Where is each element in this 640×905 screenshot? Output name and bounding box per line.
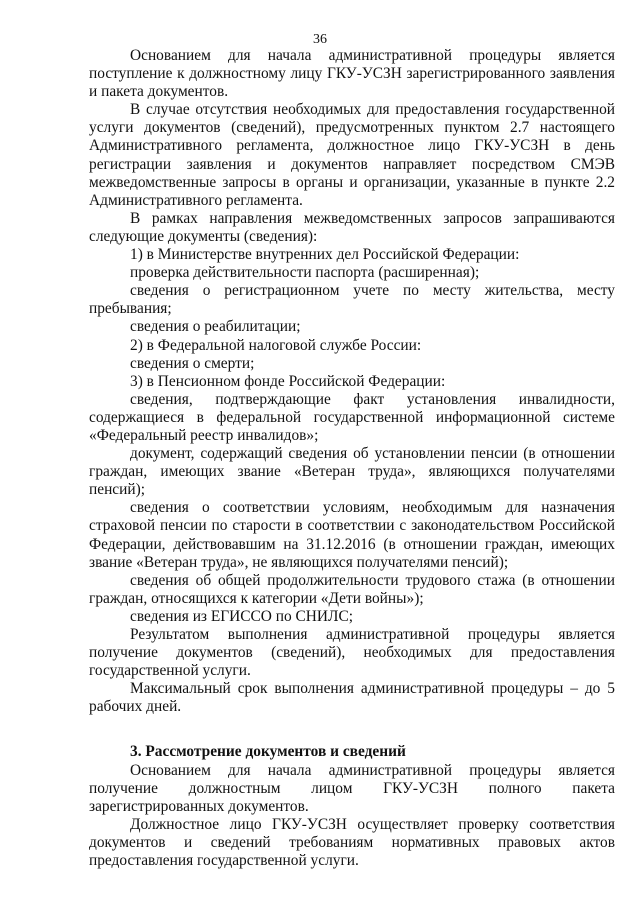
list-item: сведения о соответствии условиям, необходимым для назначения страховой пенсии по старости в соответствии с законодательством Российской Федерации, действовавшим на 31.12.2016 (в отношении граждан, имеющих звание «Ветеран труда», не являющихся получателями пенсий);: [89, 499, 615, 571]
list-item: сведения о смерти;: [130, 354, 255, 372]
list-item: сведения об общей продолжительности трудового стажа (в отношении граждан, относящихся к категории «Дети войны»);: [89, 571, 615, 607]
list-heading: 2) в Федеральной налоговой службе России:: [130, 336, 422, 354]
paragraph: Основанием для начала административной процедуры является поступление к должностному лицу ГКУ-УСЗН зарегистрированного заявления и пакета документов.: [89, 47, 615, 101]
paragraph: В рамках направления межведомственных запросов запрашиваются следующие документы (сведения):: [89, 209, 615, 245]
list-heading: 3) в Пенсионном фонде Российской Федерации:: [130, 372, 446, 390]
paragraph: В случае отсутствия необходимых для предоставления государственной услуги документов (сведений), предусмотренных пунктом 2.7 настоящего Административного регламента, должностное лицо ГКУ-УСЗН в день регистрации заявления и документов направляет посредством СМЭВ межведомственные запросы в органы и организации, указанные в пункте 2.2 Административного регламента.: [89, 101, 615, 209]
list-item: проверка действительности паспорта (расширенная);: [130, 264, 480, 282]
list-item: сведения, подтверждающие факт установления инвалидности, содержащиеся в федеральной государственной информационной системе «Федеральный реестр инвалидов»;: [89, 390, 615, 444]
paragraph: Должностное лицо ГКУ-УСЗН осуществляет проверку соответствия документов и сведений требованиям нормативных правовых актов предоставления государственной услуги.: [89, 815, 615, 870]
paragraph: Максимальный срок выполнения административной процедуры – до 5 рабочих дней.: [89, 680, 615, 716]
page-number: 36: [313, 32, 327, 47]
paragraph: Результатом выполнения административной процедуры является получение документов (сведений), необходимых для предоставления государственной услуги.: [89, 626, 615, 680]
document-body: [89, 47, 615, 870]
list-item: сведения о реабилитации;: [130, 318, 301, 336]
list-item: документ, содержащий сведения об установлении пенсии (в отношении граждан, имеющих звание «Ветеран труда», являющихся получателями пенсий);: [89, 445, 615, 499]
list-item: сведения из ЕГИССО по СНИЛС;: [130, 607, 354, 625]
list-heading: 1) в Министерстве внутренних дел Российской Федерации:: [130, 246, 520, 264]
section-heading: 3. Рассмотрение документов и сведений: [130, 743, 406, 761]
list-item: сведения о регистрационном учете по месту жительства, месту пребывания;: [89, 282, 615, 318]
paragraph: Основанием для начала административной процедуры является получение должностным лицом ГКУ-УСЗН полного пакета зарегистрированных документов.: [89, 761, 615, 815]
